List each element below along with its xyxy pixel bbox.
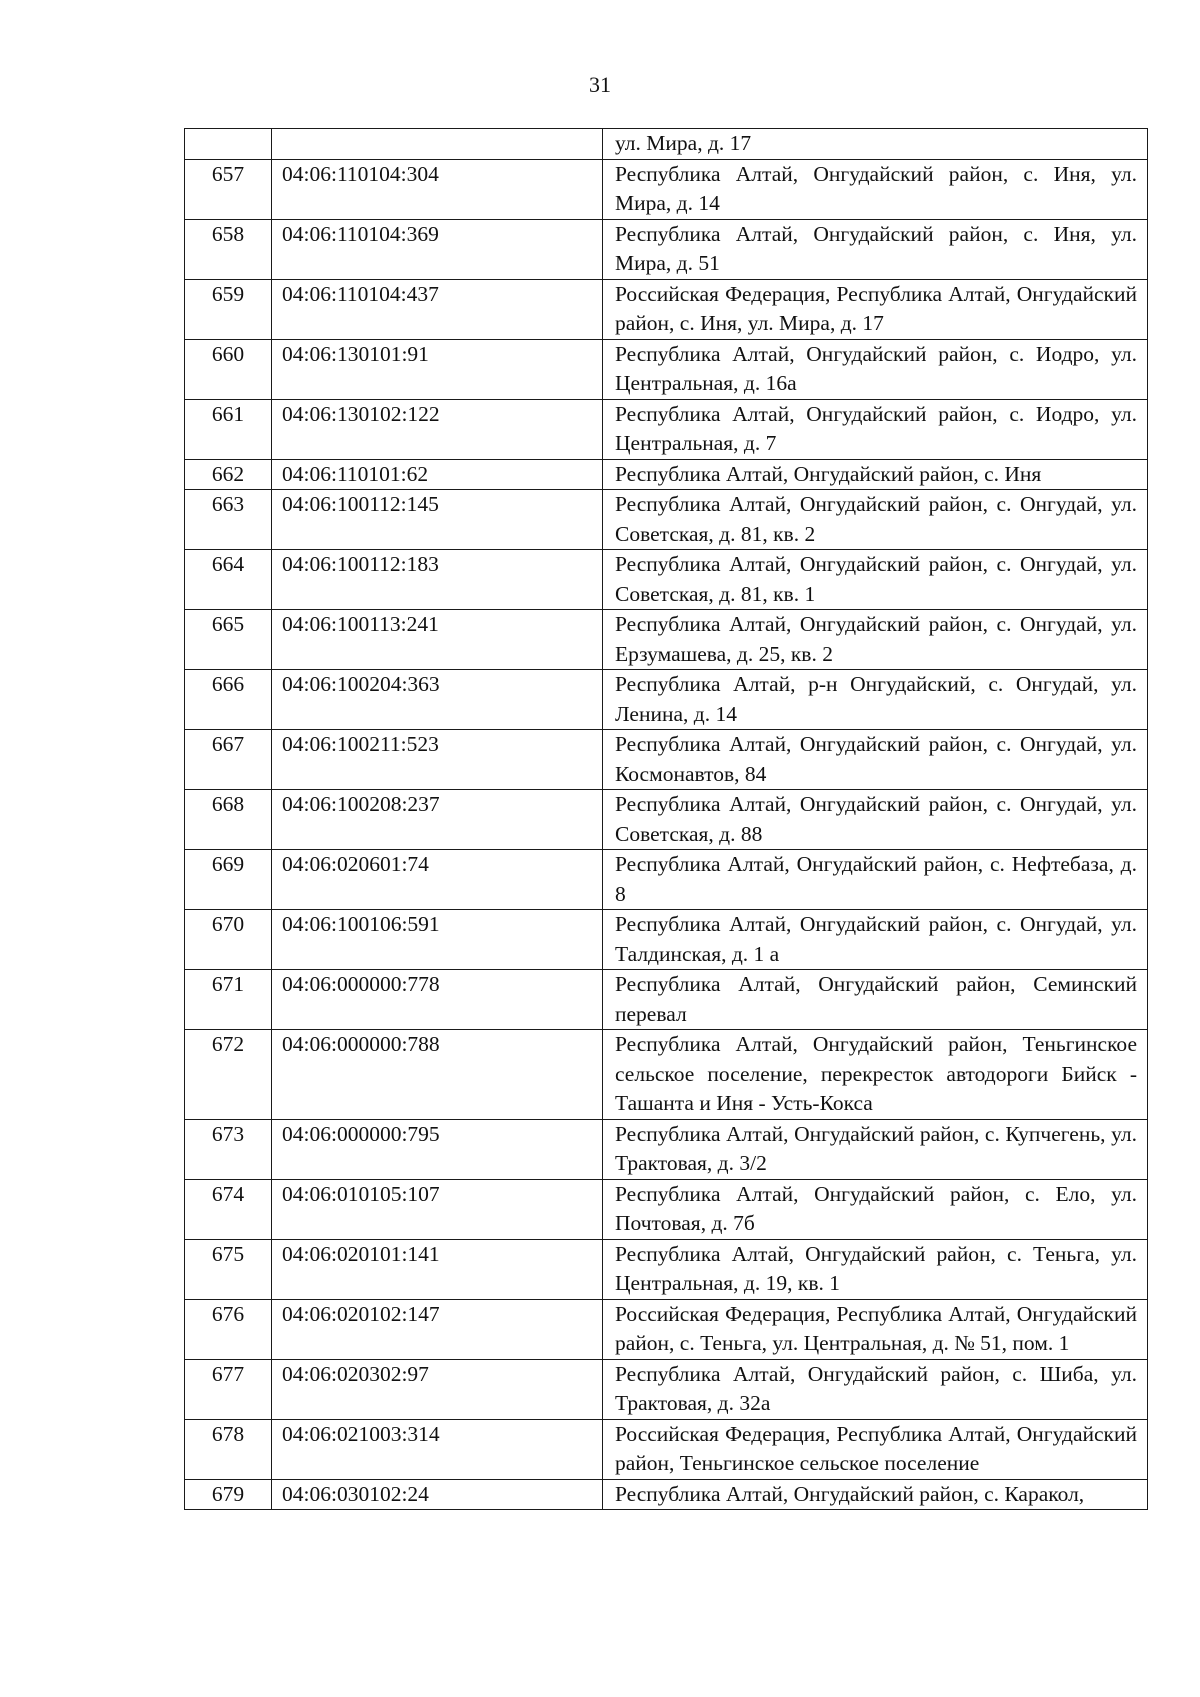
cadastral-number: 04:06:030102:24 <box>272 1479 603 1510</box>
row-number: 676 <box>185 1299 272 1359</box>
row-number: 675 <box>185 1239 272 1299</box>
address: Республика Алтай, Онгудайский район, с. Купчегень, ул. Трактовая, д. 3/2 <box>603 1119 1148 1179</box>
row-number: 669 <box>185 850 272 910</box>
cadastral-number: 04:06:130102:122 <box>272 399 603 459</box>
address: Российская Федерация, Республика Алтай, Онгудайский район, с. Теньга, ул. Центральная, д. № 51, пом. 1 <box>603 1299 1148 1359</box>
table-row <box>185 459 1148 490</box>
row-number: 668 <box>185 790 272 850</box>
row-number: 657 <box>185 159 272 219</box>
table-row <box>185 730 1148 790</box>
address: Республика Алтай, Онгудайский район, с. Нефтебаза, д. 8 <box>603 850 1148 910</box>
cadastral-number: 04:06:110104:369 <box>272 219 603 279</box>
table-row <box>185 550 1148 610</box>
row-number: 673 <box>185 1119 272 1179</box>
row-number <box>185 129 272 160</box>
cadastral-number: 04:06:000000:795 <box>272 1119 603 1179</box>
table-row <box>185 1479 1148 1510</box>
row-number: 670 <box>185 910 272 970</box>
address: Российская Федерация, Республика Алтай, Онгудайский район, Теньгинское сельское поселение <box>603 1419 1148 1479</box>
table-row <box>185 1419 1148 1479</box>
cadastral-number: 04:06:020601:74 <box>272 850 603 910</box>
cadastral-number: 04:06:100208:237 <box>272 790 603 850</box>
row-number: 661 <box>185 399 272 459</box>
table-row <box>185 159 1148 219</box>
address: ул. Мира, д. 17 <box>603 129 1148 160</box>
address: Республика Алтай, Онгудайский район, с. Иодро, ул. Центральная, д. 16а <box>603 339 1148 399</box>
address: Российская Федерация, Республика Алтай, Онгудайский район, с. Иня, ул. Мира, д. 17 <box>603 279 1148 339</box>
table-row <box>185 1299 1148 1359</box>
cadastral-number: 04:06:110104:304 <box>272 159 603 219</box>
row-number: 667 <box>185 730 272 790</box>
row-number: 677 <box>185 1359 272 1419</box>
table-row <box>185 610 1148 670</box>
table-row <box>185 1239 1148 1299</box>
cadastral-number: 04:06:020302:97 <box>272 1359 603 1419</box>
table-row <box>185 219 1148 279</box>
cadastral-number: 04:06:100106:591 <box>272 910 603 970</box>
address: Республика Алтай, Онгудайский район, с. Каракол, <box>603 1479 1148 1510</box>
table-row <box>185 1359 1148 1419</box>
page-number: 31 <box>589 72 611 97</box>
address: Республика Алтай, Онгудайский район, с. Иня, ул. Мира, д. 14 <box>603 159 1148 219</box>
address: Республика Алтай, Онгудайский район, с. Онгудай, ул. Талдинская, д. 1 а <box>603 910 1148 970</box>
address: Республика Алтай, Онгудайский район, с. Онгудай, ул. Советская, д. 88 <box>603 790 1148 850</box>
address: Республика Алтай, Онгудайский район, с. Ело, ул. Почтовая, д. 7б <box>603 1179 1148 1239</box>
row-number: 679 <box>185 1479 272 1510</box>
cadastral-number: 04:06:100211:523 <box>272 730 603 790</box>
row-number: 663 <box>185 490 272 550</box>
table-row <box>185 339 1148 399</box>
row-number: 672 <box>185 1030 272 1120</box>
row-number: 674 <box>185 1179 272 1239</box>
row-number: 671 <box>185 970 272 1030</box>
cadastral-number: 04:06:100204:363 <box>272 670 603 730</box>
cadastral-number: 04:06:100112:183 <box>272 550 603 610</box>
row-number: 658 <box>185 219 272 279</box>
table-row <box>185 850 1148 910</box>
address: Республика Алтай, Онгудайский район, с. Онгудай, ул. Советская, д. 81, кв. 2 <box>603 490 1148 550</box>
address: Республика Алтай, Онгудайский район, с. Онгудай, ул. Советская, д. 81, кв. 1 <box>603 550 1148 610</box>
address: Республика Алтай, Онгудайский район, Семинский перевал <box>603 970 1148 1030</box>
row-number: 664 <box>185 550 272 610</box>
cadastral-number: 04:06:100113:241 <box>272 610 603 670</box>
cadastral-number: 04:06:021003:314 <box>272 1419 603 1479</box>
cadastral-number: 04:06:100112:145 <box>272 490 603 550</box>
row-number: 662 <box>185 459 272 490</box>
cadastral-number: 04:06:010105:107 <box>272 1179 603 1239</box>
address: Республика Алтай, Онгудайский район, Теньгинское сельское поселение, перекресток автодороги Бийск - Ташанта и Иня - Усть-Кокса <box>603 1030 1148 1120</box>
cadastral-number: 04:06:000000:778 <box>272 970 603 1030</box>
table-row <box>185 1030 1148 1120</box>
cadastral-number: 04:06:020102:147 <box>272 1299 603 1359</box>
address: Республика Алтай, Онгудайский район, с. Онгудай, ул. Космонавтов, 84 <box>603 730 1148 790</box>
cadastral-number: 04:06:110104:437 <box>272 279 603 339</box>
cadastral-number: 04:06:130101:91 <box>272 339 603 399</box>
table-row <box>185 1119 1148 1179</box>
row-number: 666 <box>185 670 272 730</box>
table-row <box>185 279 1148 339</box>
address: Республика Алтай, р-н Онгудайский, с. Онгудай, ул. Ленина, д. 14 <box>603 670 1148 730</box>
address: Республика Алтай, Онгудайский район, с. Иодро, ул. Центральная, д. 7 <box>603 399 1148 459</box>
row-number: 665 <box>185 610 272 670</box>
table-row <box>185 970 1148 1030</box>
table-row <box>185 129 1148 160</box>
table-row <box>185 790 1148 850</box>
row-number: 659 <box>185 279 272 339</box>
address: Республика Алтай, Онгудайский район, с. Теньга, ул. Центральная, д. 19, кв. 1 <box>603 1239 1148 1299</box>
address: Республика Алтай, Онгудайский район, с. Иня, ул. Мира, д. 51 <box>603 219 1148 279</box>
cadastral-number: 04:06:000000:788 <box>272 1030 603 1120</box>
cadastral-number <box>272 129 603 160</box>
address: Республика Алтай, Онгудайский район, с. Онгудай, ул. Ерзумашева, д. 25, кв. 2 <box>603 610 1148 670</box>
cadastral-number: 04:06:110101:62 <box>272 459 603 490</box>
registry-table-body <box>185 129 1148 1510</box>
table-row <box>185 910 1148 970</box>
row-number: 660 <box>185 339 272 399</box>
address: Республика Алтай, Онгудайский район, с. Иня <box>603 459 1148 490</box>
table-row <box>185 1179 1148 1239</box>
row-number: 678 <box>185 1419 272 1479</box>
cadastral-number: 04:06:020101:141 <box>272 1239 603 1299</box>
address: Республика Алтай, Онгудайский район, с. Шиба, ул. Трактовая, д. 32а <box>603 1359 1148 1419</box>
table-row <box>185 670 1148 730</box>
table-row <box>185 399 1148 459</box>
registry-table <box>184 128 1148 1510</box>
table-row <box>185 490 1148 550</box>
